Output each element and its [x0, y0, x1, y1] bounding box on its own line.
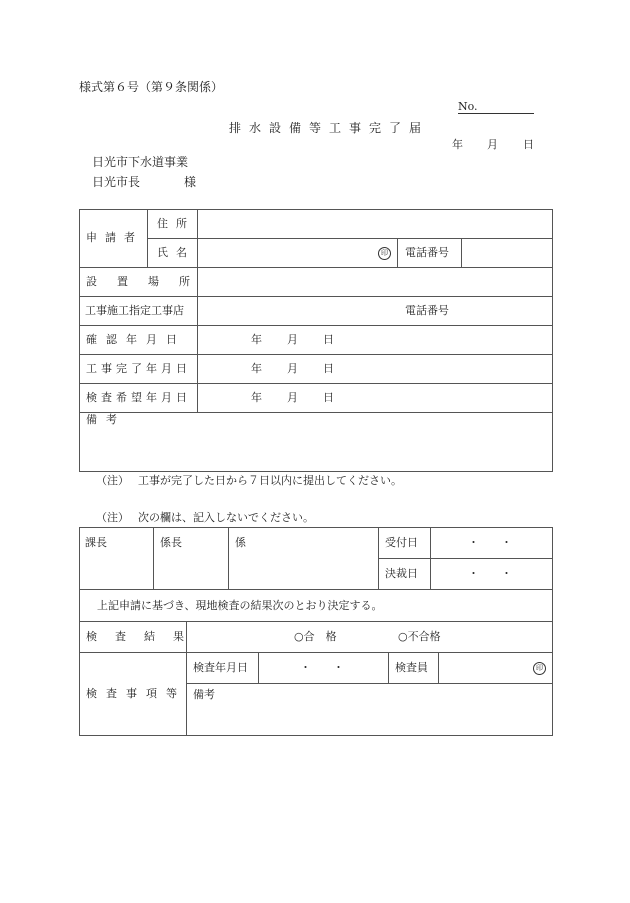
note1-text: 工事が完了した日から７日以内に提出してください。	[138, 474, 402, 487]
form-title: 排水設備等工事完了届	[229, 121, 430, 135]
completion-month: 月	[287, 362, 298, 375]
remarks-label: 備考	[86, 413, 126, 426]
received-date-label: 受付日	[385, 536, 418, 549]
addressee-honorific: 様	[184, 175, 197, 189]
inspection-date-dots: ・ ・	[300, 661, 344, 674]
date-year: 年	[452, 138, 463, 151]
name-label: 氏名	[157, 246, 195, 259]
decision-date-dots: ・ ・	[468, 567, 512, 580]
note2-label: （注）	[96, 511, 129, 524]
received-date-dots: ・ ・	[468, 536, 512, 549]
applicant-label: 申請者	[86, 231, 143, 244]
remarks-input[interactable]	[80, 428, 552, 471]
address-label: 住所	[157, 217, 195, 230]
confirm-year: 年	[251, 333, 262, 346]
contractor-label: 工事施工指定工事店	[85, 304, 184, 317]
completion-year: 年	[251, 362, 262, 375]
inspection-items-label: 検査事項等	[86, 687, 186, 700]
decision-date-label: 決裁日	[385, 567, 418, 580]
decision-statement: 上記申請に基づき、現地検査の結果次のとおり決定する。	[97, 599, 383, 612]
confirm-date-label: 確認年月日	[86, 333, 186, 346]
section-chief-label: 課長	[85, 536, 107, 549]
request-year: 年	[251, 391, 262, 404]
form-number: 様式第６号（第９条関係）	[79, 80, 224, 94]
location-label: 設置場所	[86, 275, 210, 288]
note1-label: （注）	[96, 474, 129, 487]
note2-text: 次の欄は、記入しないでください。	[138, 511, 314, 524]
name-input[interactable]	[198, 239, 373, 267]
office-remarks-label: 備考	[193, 688, 215, 701]
inspector-seal-icon: 印	[533, 660, 546, 675]
fail-option[interactable]: ○不合格	[398, 630, 441, 643]
staff-label: 係	[235, 536, 246, 549]
confirm-month: 月	[287, 333, 298, 346]
date-day: 日	[523, 138, 534, 151]
address-input[interactable]	[198, 210, 552, 238]
inspection-date-label: 検査年月日	[193, 661, 248, 674]
contractor-phone-label: 電話番号	[405, 304, 449, 317]
completion-date-label: 工事完了年月日	[86, 362, 191, 375]
addressee-line2: 日光市長	[92, 175, 141, 189]
no-field[interactable]	[458, 113, 534, 114]
location-input[interactable]	[198, 268, 552, 296]
addressee-line1: 日光市下水道事業	[92, 155, 189, 169]
inspection-request-date-label: 検査希望年月日	[86, 391, 191, 404]
pass-option[interactable]: ○合 格	[294, 630, 337, 643]
no-label: No.	[458, 100, 478, 113]
phone-input[interactable]	[462, 239, 552, 267]
date-month: 月	[487, 138, 498, 151]
request-month: 月	[287, 391, 298, 404]
seal-mark-icon: 印	[378, 245, 391, 260]
subsection-chief-label: 係長	[160, 536, 182, 549]
confirm-day: 日	[323, 333, 334, 346]
inspector-label: 検査員	[395, 661, 428, 674]
request-day: 日	[323, 391, 334, 404]
phone-label: 電話番号	[405, 246, 449, 259]
inspection-result-label: 検査結果	[86, 630, 202, 643]
completion-day: 日	[323, 362, 334, 375]
